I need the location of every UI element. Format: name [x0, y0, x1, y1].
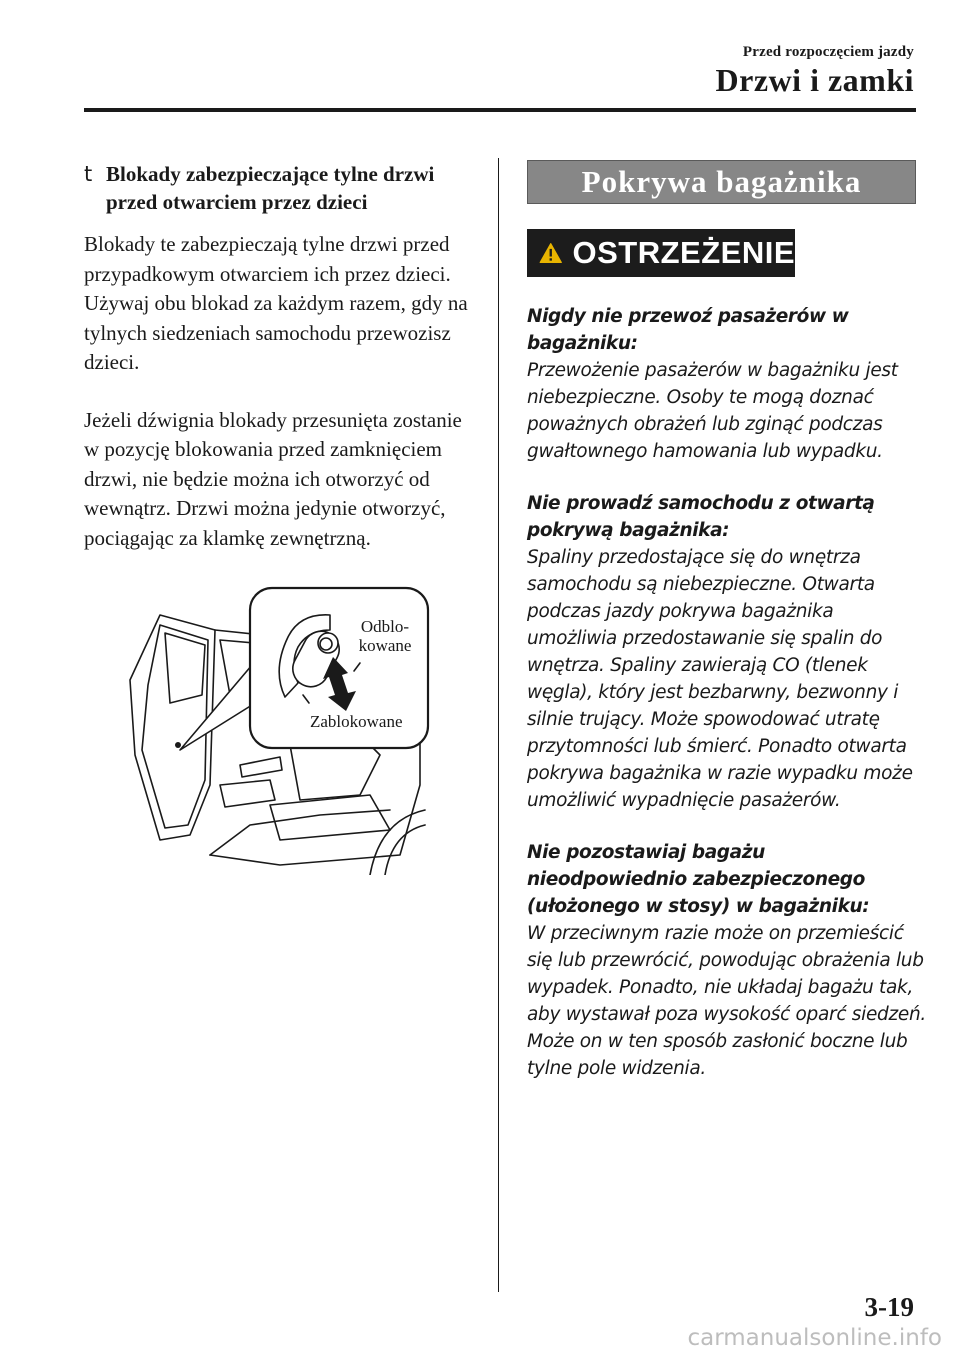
column-divider [498, 158, 499, 1292]
warning-title: Nie prowadź samochodu z otwartą pokrywą bagażnika: [527, 493, 875, 541]
door-window [165, 633, 205, 703]
warning-banner [527, 229, 795, 277]
paragraph-1: Blokady te zabezpieczają tylne drzwi przed przypadkowym otwarciem ich przez dzieci. Używaj obu blokad za każdym razem, gdy na tylnych siedzeniach samochodu przewozisz dzieci. [84, 232, 468, 374]
bullet-marker: t [84, 162, 93, 186]
warning-body: W przeciwnym razie może on przemieścić się lub przewrócić, powodując obrażenia lub wypadek. Ponadto, nie układaj bagażu tak, aby wystawał poza wysokość oparć siedzeń. Może on w ten sposób zasłonić boczne lub tylne pole widzenia. [527, 923, 926, 1079]
door-lock-dot [175, 742, 181, 748]
left-column [84, 160, 480, 553]
label-locked: Zablokowane [310, 712, 403, 731]
paragraph-2: Jeżeli dźwignia blokady przesunięta zostanie w pozycję blokowania przed zamknięciem drzwi, nie będzie można ich otworzyć od wewnątrz. Drzwi można jedynie otworzyć, pociągając za klamkę zewnętrzną. [84, 407, 462, 550]
warning-body: Spaliny przedostające się do wnętrza samochodu są niebezpieczne. Otwarta podczas jazdy pokrywa bagażnika umożliwia przedostawanie się spalin do wnętrza. Spaliny zawierają CO (tlenek węgla), który jest bezbarwny, bezwonny i silnie trujący. Może spowodować utratę przytomności lub śmierć. Ponadto otwarta pokrywa bagażnika w razie wypadku może umożliwić wypadnięcie pasażerów. [527, 547, 913, 811]
seat-cushion [270, 795, 390, 840]
warning-item [527, 490, 927, 814]
door-handle [240, 757, 282, 777]
warning-item [527, 839, 927, 1082]
header-subtitle: Przed rozpoczęciem jazdy [742, 44, 914, 60]
header-title: Drzwi i zamki [715, 62, 914, 98]
warning-title: Nigdy nie przewoź pasażerów w bagażniku: [527, 306, 849, 354]
warning-item [527, 303, 927, 465]
subsection-heading-text: Blokady zabezpieczające tylne drzwi przed otwarciem przez dzieci [106, 162, 435, 214]
wheel-arch-inner [385, 825, 425, 875]
watermark: carmanualsonline.info [687, 1325, 942, 1351]
header-rule [84, 108, 916, 112]
armrest [220, 780, 275, 807]
warning-list [527, 303, 927, 1107]
callout-pointer [180, 665, 252, 750]
section-title-banner: Pokrywa bagażnika [527, 160, 916, 204]
warning-title: Nie pozostawiaj bagażu nieodpowiednio zabezpieczonego (ułożonego w stosy) w bagażniku: [527, 842, 870, 917]
warning-body: Przewożenie pasażerów w bagażniku jest niebezpieczne. Osoby te mogą doznać poważnych obrażeń lub zginąć podczas gwałtownego hamowania lub wypadku. [527, 360, 898, 462]
door-inner [142, 625, 208, 828]
label-unlocked: Odblo- kowane [358, 617, 412, 655]
page-number: 3-19 [864, 1292, 914, 1322]
warning-label: OSTRZEŻENIE [572, 235, 795, 270]
warning-icon [539, 235, 562, 271]
subsection-heading [84, 160, 480, 216]
